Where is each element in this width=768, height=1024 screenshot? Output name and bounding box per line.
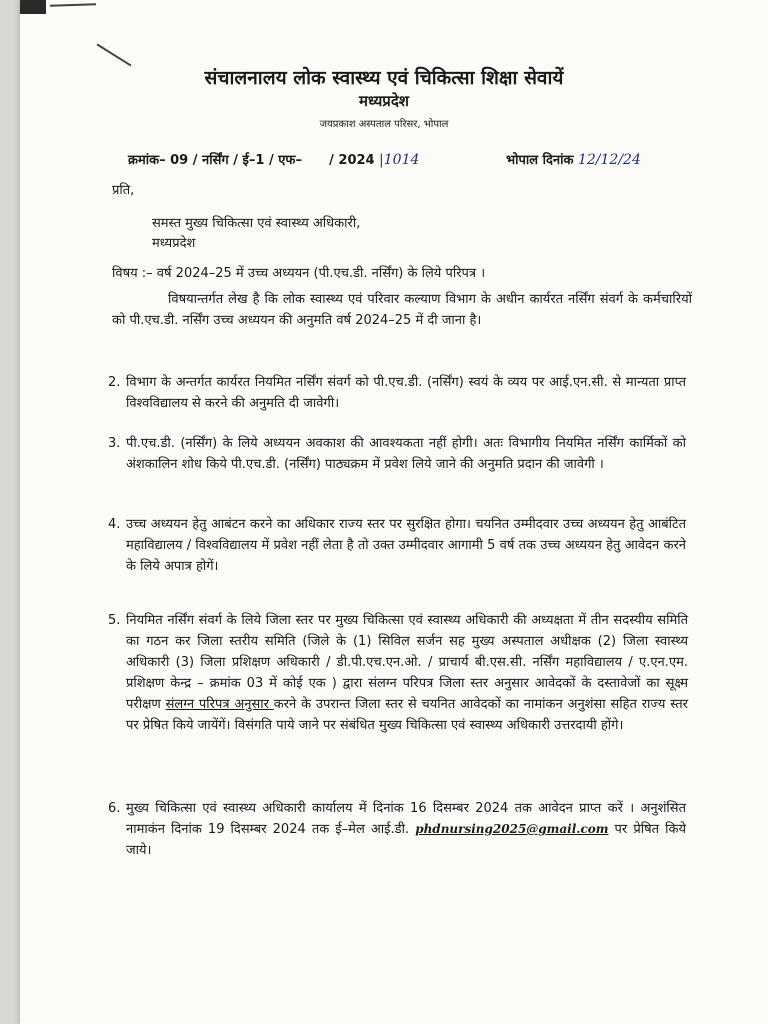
- header-address: जयप्रकाश अस्पताल परिसर, भोपाल: [319, 119, 449, 130]
- reference-number: [128, 150, 419, 168]
- point-text: उच्च अध्ययन हेतु आबंटन करने का अधिकार राज्य स्तर पर सुरक्षित होगा। चयनित उम्मीदवार उच्च अध्ययन हेतु आबंटित महाविद्यालय / विश्वविद्यालय में प्रवेश नहीं लेता है तो उक्त उम्मीदवार आगामी 5 वर्ष तक उच्च अध्ययन हेतु आवेदन करने के लिये अपात्र होगें।: [126, 517, 686, 574]
- point-text-before: मुख्य चिकित्सा एवं स्वास्थ्य अधिकारी कार्यालय में दिनांक 16 दिसम्बर 2024 तक आवेदन प्राप्त करें । अनुशंसित नामाकंन दिनांक 19 दिसम्बर 2024 तक ई–मेल आई.डी.: [126, 801, 686, 837]
- pen-mark: [97, 44, 132, 67]
- point-5: [108, 610, 688, 736]
- point-3: [108, 433, 686, 475]
- intro-paragraph: विषयान्तर्गत लेख है कि लोक स्वास्थ्य एवं परिवार कल्याण विभाग के अधीन कार्यरत नर्सिंग संवर्ग के कर्मचारियों को पी.एच.डी. नर्सिंग उच्च अध्ययन की अनुमति वर्ष 2024–25 में दी जाना है।: [112, 292, 692, 328]
- reference-year: / 2024: [329, 153, 375, 168]
- subject-line: विषय :– वर्ष 2024–25 में उच्च अध्ययन (पी.एच.डी. नर्सिंग) के लिये परिपत्र ।: [112, 266, 486, 281]
- recipient-state: मध्यप्रदेश: [152, 236, 196, 251]
- point-number: 4.: [108, 517, 121, 532]
- recipient: समस्त मुख्य चिकित्सा एवं स्वास्थ्य अधिकारी,: [152, 216, 361, 231]
- point-number: 5.: [108, 613, 121, 628]
- point-number: 3.: [108, 436, 121, 451]
- reference-prefix: क्रमांक– 09 / नर्सिंग / ई–1 / एफ–: [128, 153, 302, 168]
- handwritten-date: 12/12/24: [577, 152, 641, 168]
- point-number: 2.: [108, 375, 121, 390]
- point-4: [108, 514, 686, 577]
- header-state: मध्यप्रदेश: [358, 92, 409, 110]
- point-2: [108, 372, 686, 414]
- header-directorate: संचालनालय लोक स्वास्थ्य एवं चिकित्सा शिक्षा सेवायें: [204, 67, 564, 89]
- salutation-prati: प्रति,: [112, 183, 135, 198]
- pen-mark: [50, 3, 96, 7]
- date-line: [506, 150, 641, 168]
- point-text-before: नियमित नर्सिंग संवर्ग के लिये जिला स्तर पर मुख्य चिकित्सा एवं स्वास्थ्य अधिकारी की अध्यक्षता में तीन सदस्यीय समिति का गठन कर जिला स्तरीय समिति (जिले के (1) सिविल सर्जन सह मुख्य अस्पताल अधीक्षक (2) जिला स्वास्थ्य अधिकारी (3) जिला प्रशिक्षण अधिकारी / डी.पी.एच.एन.ओ. / प्राचार्य बी.एस.सी. नर्सिंग महाविद्यालय / ए.एन.एम. प्रशिक्षण केन्द्र – क्रमांक 03 में कोई एक ) द्वारा संलग्न परिपत्र जिला स्तर अनुसार आवेदकों के दस्तावेजों का सूक्ष्म परीक्षण: [126, 613, 688, 712]
- point-number: 6.: [108, 801, 121, 816]
- point-6: [108, 798, 686, 861]
- point-text-after: करने के उपरान्त जिला स्तर से चयनित आवेदकों का नामांकन अनुशंसा सहित राज्य स्तर पर प्रेषित किये जायेंगें। विसंगति पाये जाने पर संबंधित मुख्य चिकित्सा एवं स्वास्थ्य अधिकारी उत्तरदायी होंगे।: [126, 697, 688, 733]
- point-text: पी.एच.डी. (नर्सिंग) के लिये अध्ययन अवकाश की आवश्यकता नहीं होगी। अतः विभागीय नियमित नर्सिंग कार्मिकों को अंशकालिन शोध किये पी.एच.डी. (नर्सिंग) पाठ्यक्रम में प्रवेश लिये जाने की अनुमति प्रदान की जावेगी ।: [126, 436, 686, 472]
- date-label: भोपाल दिनांक: [506, 153, 574, 168]
- point-text: विभाग के अन्तर्गत कार्यरत नियमित नर्सिंग संवर्ग को पी.एच.डी. (नर्सिंग) स्वयं के व्यय पर आई.एन.सी. से मान्यता प्राप्त विश्वविद्यालय से करने की अनुमति दी जावेगी।: [126, 375, 686, 411]
- underlined-phrase: संलग्न परिपत्र अनुसार: [165, 697, 274, 712]
- handwritten-dispatch-no: |1014: [374, 152, 420, 168]
- email-address[interactable]: phdnursing2025@gmail.com: [415, 822, 609, 836]
- point-text-after: पर प्रेषित किये जाये।: [126, 822, 686, 858]
- page-edge-shadow: [20, 0, 46, 14]
